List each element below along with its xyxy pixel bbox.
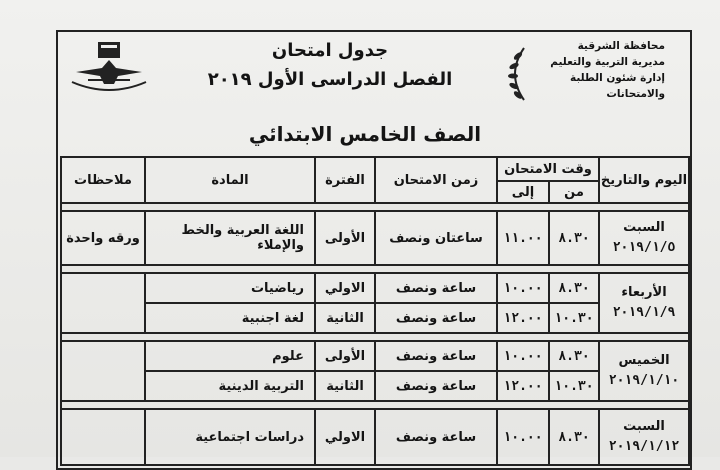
from-cell: ٨.٣٠	[549, 211, 599, 265]
to-cell: ١٠.٠٠	[497, 273, 549, 303]
duration-cell: ساعة ونصف	[375, 273, 497, 303]
from-cell: ١٠.٣٠	[549, 371, 599, 401]
day-name: السبت	[623, 220, 665, 235]
period-cell: الاولي	[315, 409, 375, 465]
day-date: ٢٠١٩/١/١٠	[608, 373, 680, 388]
subject-cell: علوم	[145, 341, 315, 371]
duration-cell: ساعة ونصف	[375, 341, 497, 371]
day-name: الخميس	[618, 353, 670, 368]
schedule-titles	[160, 40, 500, 90]
day-name: الأربعاء	[621, 285, 667, 300]
header-notes: ملاحظات	[61, 157, 145, 203]
duration-cell: ساعتان ونصف	[375, 211, 497, 265]
table-row	[61, 371, 689, 401]
from-cell: ٨.٣٠	[549, 341, 599, 371]
subject-cell: رياضيات	[145, 273, 315, 303]
eagle-emblem-icon	[68, 38, 150, 102]
day-name: السبت	[623, 419, 665, 434]
table-header-row	[61, 157, 689, 181]
subject-cell: دراسات اجتماعية	[145, 409, 315, 465]
term-title: الفصل الدراسى الأول ٢٠١٩	[207, 69, 453, 90]
day-cell	[599, 211, 689, 265]
subject-cell: التربية الدينية	[145, 371, 315, 401]
notes-cell	[61, 341, 145, 401]
period-cell: الأولى	[315, 211, 375, 265]
day-date: ٢٠١٩/١/٩	[612, 305, 676, 320]
header-exam-time: وقت الامتحان	[497, 157, 599, 181]
directorate-label: مديرية التربية والتعليم	[550, 56, 665, 68]
row-gap	[61, 333, 689, 341]
grade-title: الصف الخامس الابتدائي	[248, 122, 482, 146]
governorate-label: محافظة الشرقية	[577, 40, 665, 52]
exam-schedule-table	[60, 156, 690, 466]
ministry-header	[515, 38, 665, 112]
table-row	[61, 303, 689, 333]
to-cell: ١٢.٠٠	[497, 371, 549, 401]
to-cell: ١٢.٠٠	[497, 303, 549, 333]
duration-cell: ساعة ونصف	[375, 409, 497, 465]
department-label: إدارة شئون الطلبة والامتحانات	[569, 72, 665, 100]
laurel-wreath-icon	[504, 44, 530, 104]
period-cell: الثانية	[315, 303, 375, 333]
to-cell: ١١.٠٠	[497, 211, 549, 265]
header-period: الفترة	[315, 157, 375, 203]
to-cell: ١٠.٠٠	[497, 341, 549, 371]
duration-cell: ساعة ونصف	[375, 303, 497, 333]
to-cell: ١٠.٠٠	[497, 409, 549, 465]
header-to: إلى	[497, 181, 549, 203]
subject-cell: اللغة العربية والخط والإملاء	[145, 211, 315, 265]
duration-cell: ساعة ونصف	[375, 371, 497, 401]
notes-cell: ورقه واحدة	[61, 211, 145, 265]
day-date: ٢٠١٩/١/١٢	[608, 439, 680, 454]
period-cell: الثانية	[315, 371, 375, 401]
period-cell: الاولي	[315, 273, 375, 303]
from-cell: ١٠.٣٠	[549, 303, 599, 333]
table-row	[61, 341, 689, 371]
row-gap	[61, 203, 689, 211]
table-row	[61, 273, 689, 303]
row-gap	[61, 401, 689, 409]
day-cell	[599, 273, 689, 333]
header-subject: المادة	[145, 157, 315, 203]
table-row	[61, 211, 689, 265]
from-cell: ٨.٣٠	[549, 273, 599, 303]
schedule-title: جدول امتحان	[271, 40, 389, 61]
header-from: من	[549, 181, 599, 203]
notes-cell	[61, 273, 145, 333]
subject-cell: لغة اجنبية	[145, 303, 315, 333]
period-cell: الأولى	[315, 341, 375, 371]
day-date: ٢٠١٩/١/٥	[612, 240, 676, 255]
row-gap	[61, 265, 689, 273]
header-duration: زمن الامتحان	[375, 157, 497, 203]
header-day-date: اليوم والتاريخ	[599, 157, 689, 203]
from-cell: ٨.٣٠	[549, 409, 599, 465]
day-cell	[599, 341, 689, 401]
